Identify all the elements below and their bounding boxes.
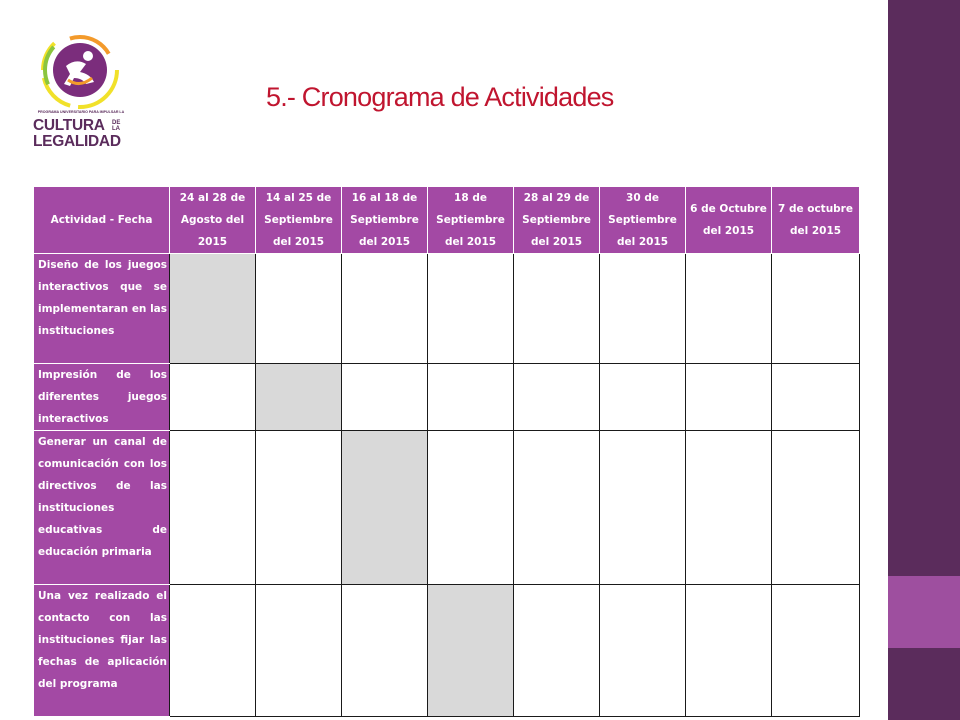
activity-cell: Generar un canal de comunicación con los directivos de las instituciones educativas de educación primaria	[34, 431, 170, 585]
activity-schedule-table	[33, 186, 860, 717]
schedule-cell	[514, 431, 600, 585]
schedule-cell	[600, 254, 686, 364]
logo-small-text: PROGRAMA UNIVERSITARIO PARA IMPULSAR LA	[37, 110, 125, 114]
schedule-cell	[170, 364, 256, 431]
schedule-cell	[342, 364, 428, 431]
column-header: 14 al 25 de Septiembre del 2015	[256, 187, 342, 254]
schedule-cell	[514, 585, 600, 717]
schedule-cell	[256, 585, 342, 717]
logo-emblem-icon	[28, 28, 132, 112]
schedule-cell-filled	[342, 431, 428, 585]
activity-cell: Impresión de los diferentes juegos interactivos	[34, 364, 170, 431]
column-header: 28 al 29 de Septiembre del 2015	[514, 187, 600, 254]
schedule-cell	[342, 254, 428, 364]
schedule-cell	[170, 585, 256, 717]
table-row	[34, 364, 860, 431]
schedule-cell	[600, 585, 686, 717]
table-row	[34, 431, 860, 585]
schedule-cell	[686, 431, 772, 585]
schedule-cell	[600, 431, 686, 585]
program-logo	[28, 28, 132, 152]
activity-cell: Una vez realizado el contacto con las instituciones fijar las fechas de aplicación del programa	[34, 585, 170, 717]
logo-text-legalidad: LEGALIDAD	[33, 133, 121, 150]
schedule-cell	[686, 254, 772, 364]
header-corner: Actividad - Fecha	[34, 187, 170, 254]
sidebar-accent-block	[888, 576, 960, 648]
schedule-cell	[170, 431, 256, 585]
schedule-cell	[428, 431, 514, 585]
schedule-cell	[772, 254, 860, 364]
logo-text-de-la: DE LA	[112, 120, 121, 132]
column-header: 16 al 18 de Septiembre del 2015	[342, 187, 428, 254]
schedule-cell	[428, 254, 514, 364]
schedule-cell	[514, 254, 600, 364]
schedule-cell	[600, 364, 686, 431]
column-header: 7 de octubre del 2015	[772, 187, 860, 254]
schedule-cell	[514, 364, 600, 431]
schedule-cell	[772, 585, 860, 717]
schedule-cell	[772, 364, 860, 431]
column-header: 18 de Septiembre del 2015	[428, 187, 514, 254]
schedule-cell-filled	[170, 254, 256, 364]
table-row	[34, 585, 860, 717]
column-header: 24 al 28 de Agosto del 2015	[170, 187, 256, 254]
slide-title: 5.- Cronograma de Actividades	[266, 82, 614, 112]
column-header: 30 de Septiembre del 2015	[600, 187, 686, 254]
schedule-cell	[428, 364, 514, 431]
schedule-cell	[256, 431, 342, 585]
schedule-cell	[686, 585, 772, 717]
schedule-cell-filled	[428, 585, 514, 717]
table-header-row	[34, 187, 860, 254]
column-header: 6 de Octubre del 2015	[686, 187, 772, 254]
schedule-cell-filled	[256, 364, 342, 431]
activity-cell: Diseño de los juegos interactivos que se implementaran en las instituciones	[34, 254, 170, 364]
schedule-cell	[772, 431, 860, 585]
table-row	[34, 254, 860, 364]
schedule-cell	[342, 585, 428, 717]
logo-text-cultura: CULTURA	[33, 117, 105, 134]
schedule-cell	[686, 364, 772, 431]
schedule-cell	[256, 254, 342, 364]
